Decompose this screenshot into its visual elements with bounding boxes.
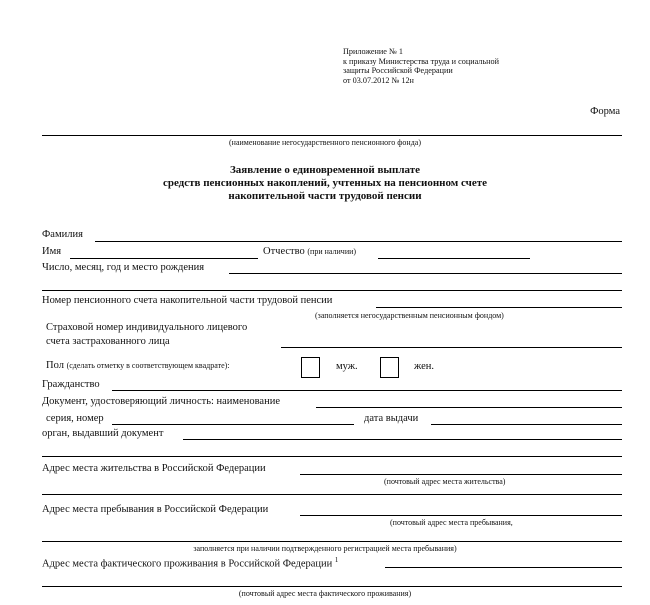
residence-address-field[interactable]: [300, 474, 622, 475]
stay-address-field-2[interactable]: [42, 541, 622, 542]
female-checkbox[interactable]: [380, 357, 399, 378]
footnote-mark: 1: [334, 556, 339, 564]
series-label: серия, номер: [46, 413, 104, 424]
citizenship-field[interactable]: [112, 390, 622, 391]
residence-address-label: Адрес места жительства в Российской Федерации: [42, 463, 266, 474]
issue-date-field[interactable]: [431, 424, 622, 425]
fund-caption: (наименование негосударственного пенсионного фонда): [229, 138, 421, 147]
name-label: Имя: [42, 246, 62, 257]
birth-label: Число, месяц, год и место рождения: [42, 262, 205, 273]
actual-address-label: [42, 556, 338, 570]
actual-address-text: Адрес места фактического проживания в Российской Федерации: [42, 558, 333, 570]
birth-field[interactable]: [229, 273, 622, 274]
snils-field[interactable]: [281, 347, 622, 348]
series-field[interactable]: [112, 424, 354, 425]
surname-label: Фамилия: [42, 229, 83, 240]
title-line: средств пенсионных накоплений, учтенных на пенсионном счете: [162, 177, 488, 189]
residence-caption: (почтовый адрес места жительства): [384, 477, 506, 486]
actual-address-field[interactable]: [385, 567, 622, 568]
stay-caption: (почтовый адрес места пребывания,: [390, 518, 513, 527]
stay-address-label: Адрес места пребывания в Российской Федерации: [42, 504, 269, 515]
actual-address-field-2[interactable]: [42, 586, 622, 587]
issuer-field-2[interactable]: [42, 456, 622, 457]
sex-label: [46, 360, 230, 371]
attachment-header: [343, 47, 543, 85]
patronymic-text: Отчество: [263, 246, 305, 257]
title-line: Заявление о единовременной выплате: [230, 164, 420, 176]
attachment-line: к приказу Министерства труда и социальной: [343, 56, 499, 66]
name-field[interactable]: [70, 258, 258, 259]
surname-field[interactable]: [95, 241, 622, 242]
issuer-field[interactable]: [183, 439, 622, 440]
title-line: накопительной части трудовой пенсии: [228, 190, 422, 202]
snils-label-1: Страховой номер индивидуального лицевого: [46, 322, 248, 333]
attachment-line: от 03.07.2012 № 12н: [343, 75, 414, 85]
sex-text: Пол: [46, 360, 64, 371]
issuer-label: орган, выдавший документ: [42, 428, 164, 439]
snils-label-2: счета застрахованного лица: [46, 336, 170, 347]
fund-name-line[interactable]: [42, 135, 622, 136]
patronymic-note: (при наличии): [307, 247, 357, 256]
attachment-line: защиты Российской Федерации: [343, 66, 453, 76]
account-number-field[interactable]: [376, 307, 622, 308]
citizenship-label: Гражданство: [42, 379, 100, 390]
account-number-label: Номер пенсионного счета накопительной части трудовой пенсии: [42, 295, 333, 306]
issue-date-label: дата выдачи: [364, 413, 419, 424]
birth-field-2[interactable]: [42, 290, 622, 291]
patronymic-field[interactable]: [378, 258, 530, 259]
id-document-label: Документ, удостоверяющий личность: наименование: [42, 396, 280, 407]
account-caption: (заполняется негосударственным пенсионным фондом): [315, 311, 504, 320]
female-label: жен.: [414, 361, 435, 372]
id-document-field[interactable]: [316, 407, 622, 408]
residence-address-field-2[interactable]: [42, 494, 622, 495]
form-label: Форма: [590, 106, 620, 117]
page-title: [40, 164, 610, 203]
patronymic-label: [263, 246, 356, 257]
sex-note: (сделать отметку в соответствующем квадрате):: [66, 361, 230, 370]
male-label: муж.: [336, 361, 358, 372]
attachment-line: Приложение № 1: [343, 47, 403, 56]
actual-caption: (почтовый адрес места фактического проживания): [238, 589, 412, 598]
stay-address-field[interactable]: [300, 515, 622, 516]
male-checkbox[interactable]: [301, 357, 320, 378]
stay-caption-2: заполняется при наличии подтвержденного регистрацией места пребывания): [193, 544, 457, 553]
